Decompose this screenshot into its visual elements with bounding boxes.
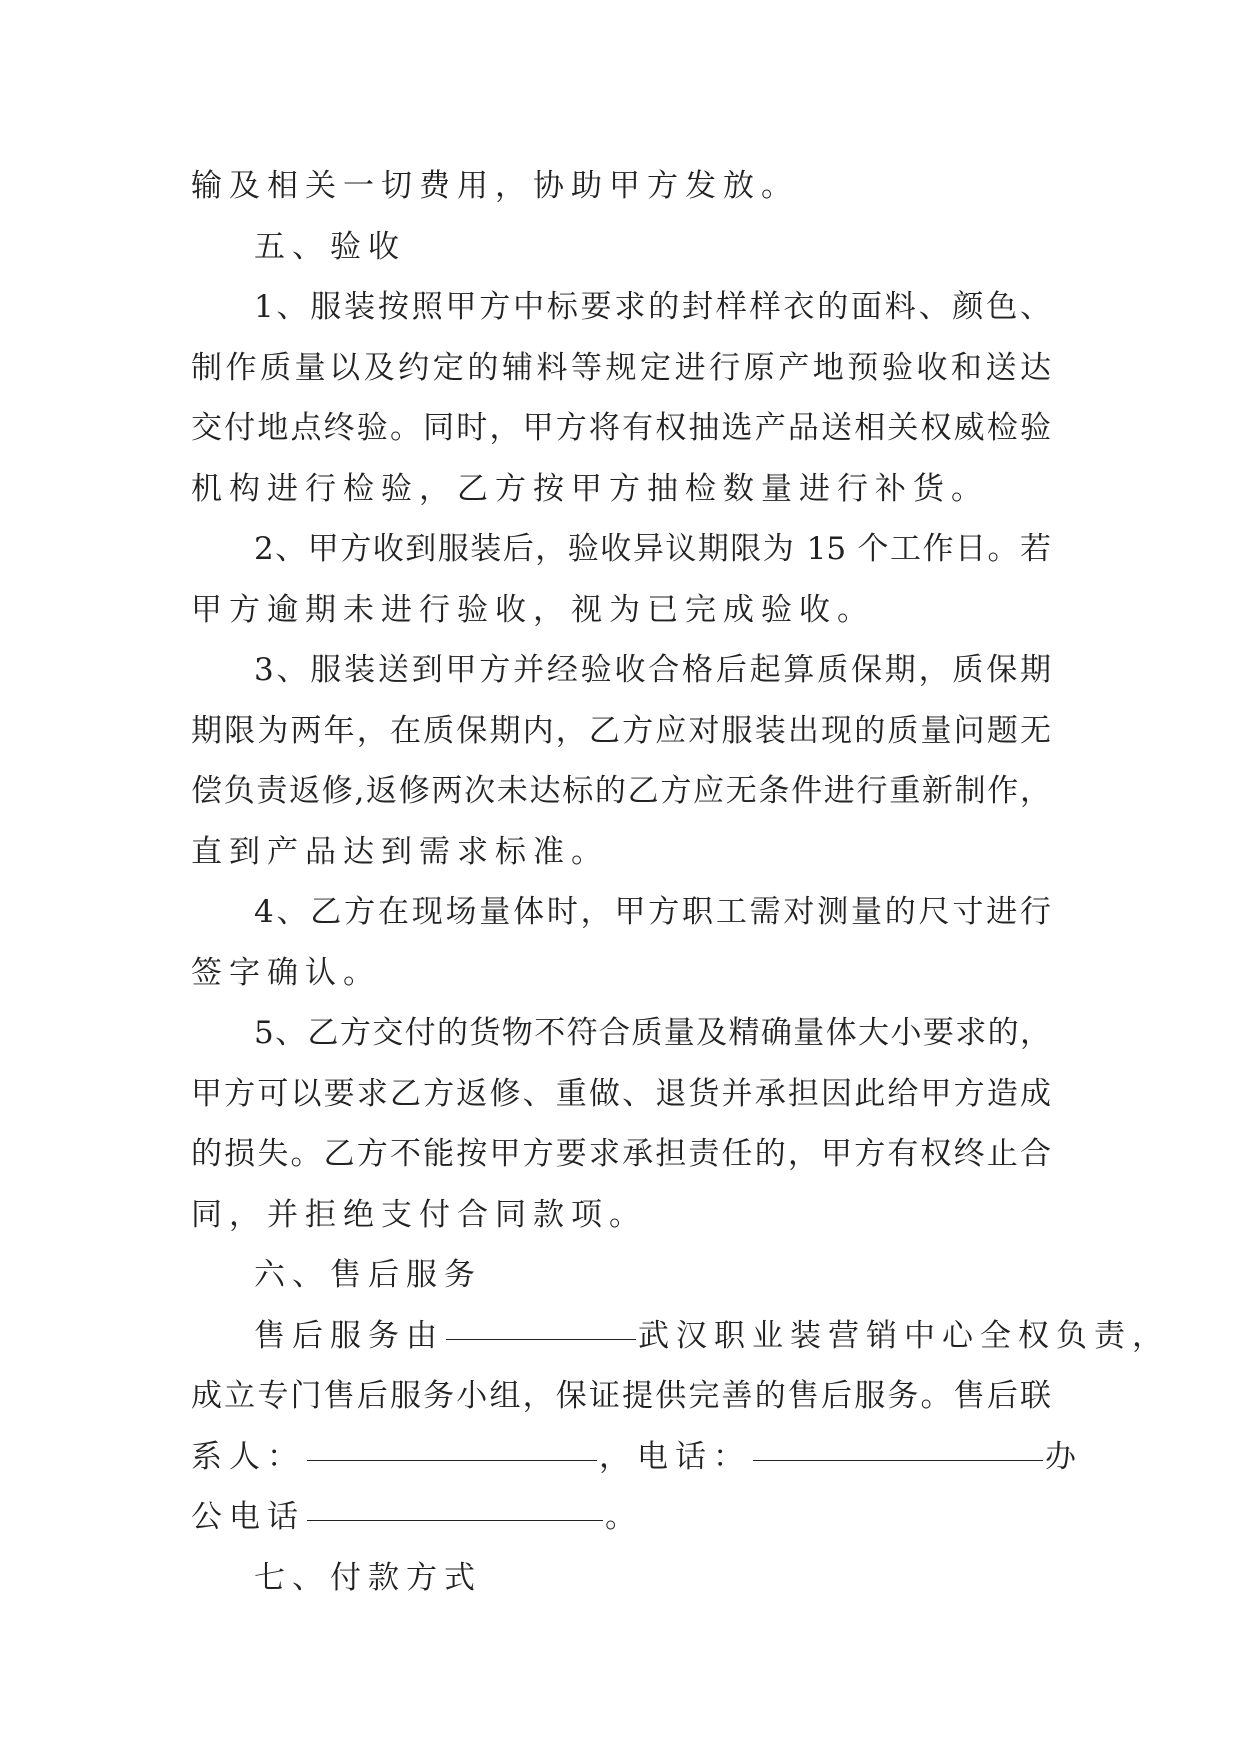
- paragraph-line: 输及相关一切费用，协助甲方发放。: [191, 168, 799, 204]
- clause-1-line-3: 交付地点终验。同时，甲方将有权抽选产品送相关权威检验: [191, 410, 1051, 446]
- office-phone-line: [191, 1490, 1051, 1551]
- clause-2-line-1: 2、甲方收到服装后，验收异议期限为 15 个工作日。若: [254, 531, 1051, 567]
- section-heading-payment: 七、付款方式: [254, 1559, 482, 1596]
- clause-2-line-2: 甲方逾期未进行验收，视为已完成验收。: [191, 591, 875, 628]
- section-heading-after-sales: 六、售后服务: [254, 1257, 482, 1293]
- clause-3-line-1: 3、服装送到甲方并经验收合格后起算质保期，质保期: [254, 652, 1051, 688]
- clause-5-line-2: 甲方可以要求乙方返修、重做、退货并承担因此给甲方造成: [191, 1075, 1051, 1112]
- after-sales-contact-line: [191, 1430, 1083, 1491]
- clause-5-line-4: 同，并拒绝支付合同款项。: [191, 1196, 647, 1233]
- after-sales-line-1: [191, 1309, 1170, 1370]
- clause-4-line-1: 4、乙方在现场量体时，甲方职工需对测量的尺寸进行: [254, 894, 1051, 930]
- clause-1-line-4: 机构进行检验，乙方按甲方抽检数量进行补货。: [191, 470, 989, 507]
- clause-3-line-4: 直到产品达到需求标准。: [191, 833, 609, 870]
- office-phone-end: 。: [605, 1499, 643, 1535]
- office-phone-blank[interactable]: [307, 1519, 603, 1521]
- section-heading-acceptance: 五、验收: [254, 228, 406, 265]
- clause-1-line-1: 1、服装按照甲方中标要求的封样样衣的面料、颜色、: [254, 289, 1051, 325]
- clause-5-line-3: 的损失。乙方不能按甲方要求承担责任的，甲方有权终止合: [191, 1136, 1051, 1172]
- document-body: [191, 159, 1170, 1611]
- contact-person-blank[interactable]: [307, 1459, 597, 1461]
- office-phone-label: 公电话: [191, 1499, 305, 1535]
- after-sales-line-2: 成立专门售后服务小组，保证提供完善的售后服务。售后联: [191, 1378, 1051, 1414]
- office-label-start: 办: [1045, 1438, 1083, 1475]
- contact-person-label: 系人：: [191, 1438, 305, 1475]
- after-sales-prefix: 售后服务由: [254, 1317, 444, 1354]
- clause-3-line-3: 偿负责返修,返修两次未达标的乙方应无条件进行重新制作，: [191, 773, 1051, 809]
- phone-blank[interactable]: [753, 1459, 1043, 1461]
- clause-5-line-1: 5、乙方交付的货物不符合质量及精确量体大小要求的，: [254, 1015, 1051, 1051]
- service-provider-blank[interactable]: [446, 1338, 636, 1340]
- clause-4-line-2: 签字确认。: [191, 954, 381, 991]
- after-sales-suffix: 武汉职业装营销中心全权负责，: [638, 1317, 1170, 1354]
- phone-label: ，电话：: [599, 1438, 751, 1475]
- clause-1-line-2: 制作质量以及约定的辅料等规定进行原产地预验收和送达: [191, 349, 1051, 386]
- clause-3-line-2: 期限为两年，在质保期内，乙方应对服装出现的质量问题无: [191, 712, 1051, 749]
